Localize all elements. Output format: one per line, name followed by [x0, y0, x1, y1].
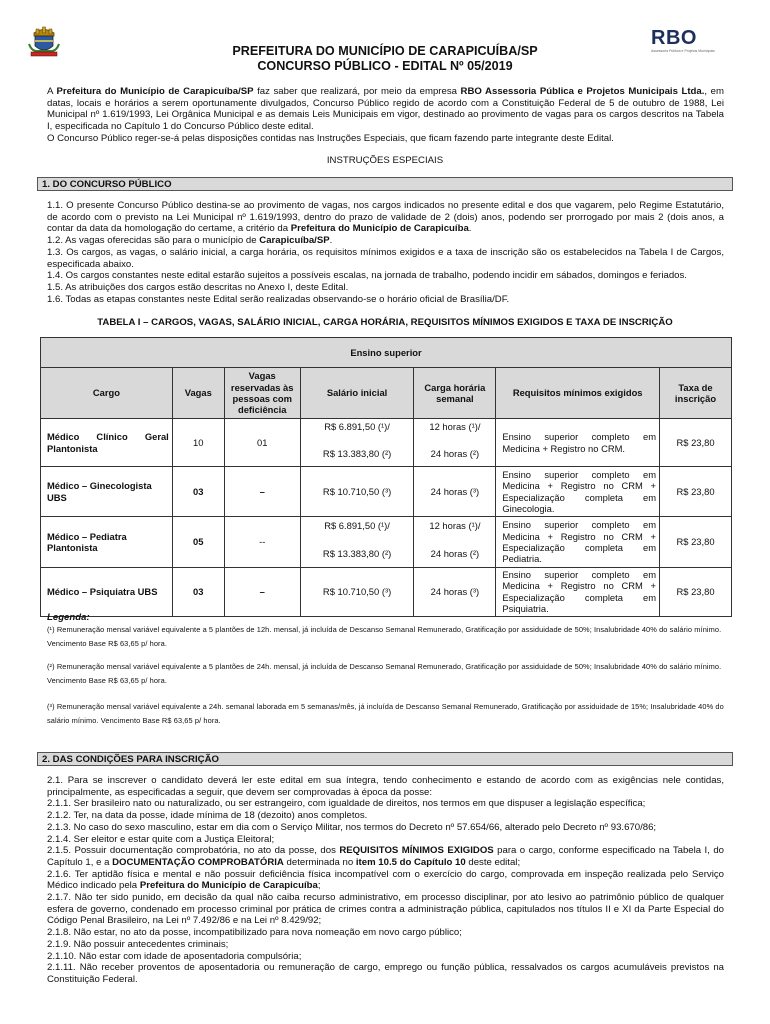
- table-row: [41, 517, 732, 568]
- cell-carga: [414, 517, 496, 568]
- col-header-cargo: Cargo: [41, 368, 173, 419]
- item-2-1-5: 2.1.5. Possuir documentação comprobatória, no ato da posse, dos: [47, 845, 340, 857]
- logo-subtitle: Assessoria Pública e Projetos Municipais: [651, 49, 715, 53]
- document-subtitle: CONCURSO PÚBLICO - EDITAL Nº 05/2019: [257, 59, 513, 73]
- item-2-1-5-bold: REQUISITOS MÍNIMOS EXIGIDOS: [339, 845, 494, 857]
- section-2-header: 2. DAS CONDIÇÕES PARA INSCRIÇÃO: [37, 752, 733, 766]
- instrucoes-heading: INSTRUÇÕES ESPECIAIS: [326, 155, 444, 166]
- item-2-1-5-text: para o cargo, conforme especificado na Tabela I, do Capítulo 1, e a: [47, 845, 724, 868]
- cell-reservadas: 01: [224, 419, 300, 467]
- item-2-1-3: 2.1.3. No caso do sexo masculino, estar em dia com o Serviço Militar, nos termos do Decreto nº 57.654/66, alterado pelo Decreto nº 93.670/86;: [47, 821, 657, 833]
- col-header-taxa: Taxa de inscrição: [660, 368, 732, 419]
- cell-taxa: R$ 23,80: [660, 517, 732, 568]
- cell-vagas: 03: [172, 467, 224, 517]
- document-title: PREFEITURA DO MUNICÍPIO DE CARAPICUÍBA/SP: [232, 44, 538, 58]
- cell-requisitos: Ensino superior completo em Medicina + Registro no CRM + Especialização completa em Ginecologia.: [496, 467, 660, 517]
- cell-vagas: 10: [172, 419, 224, 467]
- item-2-1-6: 2.1.6. Ter aptidão física e mental e não possuir deficiência física incompatível com o exercício do cargo, comprovada em inspeção realizada pelo Serviço Médico indicado pela: [47, 868, 724, 892]
- item-2-1-5-text-2: determinada no: [283, 856, 356, 868]
- legend-title: Legenda:: [47, 612, 90, 623]
- cell-taxa: R$ 23,80: [660, 467, 732, 517]
- section-2-body: [47, 775, 724, 986]
- cargos-table: [40, 337, 732, 617]
- item-2-1-8: 2.1.8. Não estar, no ato da posse, incompatibilizado para nova nomeação em novo cargo público;: [47, 927, 462, 939]
- intro-text-2: O Concurso Público reger-se-á pelas disposições contidas nas Instruções Especiais, que ficam fazendo parte integrante deste Edital.: [47, 132, 614, 144]
- cell-carga: [414, 419, 496, 467]
- item-2-1-11: 2.1.11. Não receber proventos de aposentadoria ou remuneração de cargo, emprego ou função pública, ressalvados os cargos acumuláveis previstos na Constituição Federal.: [47, 962, 724, 985]
- item-2-1-6-end: ;: [317, 880, 321, 892]
- item-2-1-5-bold-2: DOCUMENTAÇÃO COMPROBATÓRIA: [112, 856, 284, 868]
- item-1-5: 1.5. As atribuições dos cargos estão descritas no Anexo I, deste Edital.: [47, 281, 349, 293]
- item-2-1-9: 2.1.9. Não possuir antecedentes criminais;: [47, 938, 229, 950]
- item-1-1-end: .: [468, 223, 472, 235]
- intro-paragraph: [47, 86, 724, 145]
- item-1-2: 1.2. As vagas oferecidas são para o município de: [47, 235, 260, 247]
- intro-text: A: [47, 86, 57, 97]
- item-2-1-2: 2.1.2. Ter, na data da posse, idade mínima de 18 (dezoito) anos completos.: [47, 810, 368, 822]
- item-2-1-7: 2.1.7. Não ter sido punido, em decisão da qual não caiba recurso administrativo, em processo disciplinar, por ato lesivo ao patrimônio público de qualquer esfera de governo, condenado em processo criminal por prática de crimes contra a administração pública, capitulados nos títulos II e XI da Parte Especial do Código Penal Brasileiro, na Lei nº 7.492/86 e na Lei nº 8.429/92;: [47, 892, 724, 927]
- carga-value: 12 horas (¹)/: [429, 420, 481, 432]
- item-1-1-bold: Prefeitura do Município de Carapicuíba: [290, 223, 469, 235]
- col-header-salario: Salário inicial: [300, 368, 414, 419]
- legend-note-1: (¹) Remuneração mensal variável equivalente a 5 plantões de 12h. mensal, já incluída de Descanso Semanal Remunerado, Gratificação por assiduidade de 50%; Insalubridade 40% do salário mínimo. Vencimento Base R$ 63,65 p/ hora.: [47, 625, 722, 649]
- col-header-vagas: Vagas: [172, 368, 224, 419]
- col-header-reservadas: Vagas reservadas às pessoas com deficiência: [224, 368, 300, 419]
- item-2-1-1: 2.1.1. Ser brasileiro nato ou naturalizado, ou ser estrangeiro, com igualdade de direitos, nos termos em que dispuser a legislação específica;: [47, 798, 646, 810]
- salario-value: R$ 13.383,80 (²): [322, 547, 392, 559]
- carga-value: 24 horas (²): [430, 447, 480, 459]
- intro-municipality: Prefeitura do Município de Carapicuíba/SP: [56, 86, 254, 97]
- legend-note-3: (³) Remuneração mensal variável equivalente a 24h. semanal laborada em 5 semanas/mês, já incluída de Descanso Semanal Remunerado, Gratificação por assiduidade de 15%; Insalubridade 40% do salário mínimo. Vencimento Base R$ 63,65 p/ hora.: [47, 702, 724, 726]
- cell-taxa: R$ 23,80: [660, 568, 732, 617]
- item-2-1: 2.1. Para se inscrever o candidato deverá ler este edital em sua íntegra, tendo conhecimento e estando de acordo com as exigências nele contidas, principalmente, as especificadas a seguir, que devem ser comprovadas à época da posse:: [47, 775, 724, 798]
- cell-cargo: Médico – Ginecologista UBS: [41, 467, 173, 517]
- cell-salario: [300, 419, 414, 467]
- item-1-3: 1.3. Os cargos, as vagas, o salário inicial, a carga horária, os requisitos mínimos exigidos e a taxa de inscrição são os estabelecidos na Tabela I de Cargos, especificada abaixo.: [47, 246, 724, 270]
- logo-text: RBO: [651, 27, 697, 49]
- salario-value: R$ 6.891,50 (¹)/: [324, 420, 390, 432]
- cell-requisitos: Ensino superior completo em Medicina + Registro no CRM.: [496, 419, 660, 467]
- intro-text: , em datas, locais e horários a serem oportunamente divulgados, Concurso Público regido de acordo com a Constituição Federal de 5 de outubro de 1988, Lei Municipal nº 1.619/1993, Lei Orgânica Municipal e as demais Leis Municipais em vigor, destinado ao provimento de vagas para os cargos descritos na Tabela I, especificada no Capítulo 1 do Concurso Público deste edital.: [47, 86, 724, 133]
- cell-cargo: Médico – Pediatra Plantonista: [41, 517, 173, 568]
- cell-reservadas: –: [224, 467, 300, 517]
- cell-requisitos: Ensino superior completo em Medicina + Registro no CRM + Especialização completa em Pediatria.: [496, 517, 660, 568]
- item-1-1: 1.1. O presente Concurso Público destina-se ao provimento de vagas, nos cargos indicados no presente edital e dos que vagarem, pelo Regime Estatutário, de acordo com o previsto na Lei Municipal nº 1.619/1993, dentro do prazo de validade de 2 (dois) anos, podendo ser prorrogado por mais 2 (dois anos, a contar da data da homologação do certame, a critério da: [47, 200, 724, 235]
- carga-value: 12 horas (¹)/: [429, 519, 481, 531]
- section-1-body: [47, 200, 724, 305]
- section-1-header: 1. DO CONCURSO PÚBLICO: [37, 177, 733, 191]
- item-2-1-6-bold: Prefeitura do Município de Carapicuíba: [139, 880, 318, 892]
- cell-reservadas: –: [224, 568, 300, 617]
- cell-reservadas: --: [224, 517, 300, 568]
- carga-value: 24 horas (²): [430, 547, 480, 559]
- cell-requisitos: Ensino superior completo em Medicina + Registro no CRM + Especialização completa em Psiquiatria.: [496, 568, 660, 617]
- cell-carga: 24 horas (³): [414, 467, 496, 517]
- item-2-1-10: 2.1.10. Não estar com idade de aposentadoria compulsória;: [47, 950, 302, 962]
- table-group-header: Ensino superior: [41, 338, 732, 368]
- cell-salario: R$ 10.710,50 (³): [300, 568, 414, 617]
- table-row: [41, 568, 732, 617]
- cell-taxa: R$ 23,80: [660, 419, 732, 467]
- item-1-2-bold: Carapicuíba/SP: [259, 235, 330, 247]
- table-caption: TABELA I – CARGOS, VAGAS, SALÁRIO INICIAL, CARGA HORÁRIA, REQUISITOS MÍNIMOS EXIGIDOS E TAXA DE INSCRIÇÃO: [97, 317, 673, 328]
- table-row: [41, 419, 732, 467]
- item-1-2-end: .: [329, 235, 333, 247]
- col-header-carga: Carga horária semanal: [414, 368, 496, 419]
- intro-text: faz saber que realizará, por meio da empresa: [253, 86, 461, 97]
- salario-value: R$ 6.891,50 (¹)/: [324, 519, 390, 531]
- item-1-4: 1.4. Os cargos constantes neste edital estarão sujeitos a possíveis escalas, na jornada de trabalho, podendo incidir em sábados, domingos e feriados.: [47, 270, 687, 282]
- salario-value: R$ 13.383,80 (²): [322, 447, 392, 459]
- intro-company: RBO Assessoria Pública e Projetos Municipais Ltda.: [460, 86, 705, 97]
- legend-note-2: (²) Remuneração mensal variável equivalente a 5 plantões de 24h. mensal, já incluída de Descanso Semanal Remunerado, Gratificação por assiduidade de 50%; Insalubridade 40% do salário mínimo. Vencimento Base R$ 63,65 p/ hora.: [47, 662, 722, 686]
- item-2-1-5-end: deste edital;: [465, 856, 521, 868]
- item-2-1-4: 2.1.4. Ser eleitor e estar quite com a Justiça Eleitoral;: [47, 833, 275, 845]
- item-2-1-5-bold-3: item 10.5 do Capítulo 10: [355, 856, 466, 868]
- cell-cargo: Médico Clínico Geral Plantonista: [41, 419, 173, 467]
- cell-salario: R$ 10.710,50 (³): [300, 467, 414, 517]
- table-row: [41, 467, 732, 517]
- cell-vagas: 03: [172, 568, 224, 617]
- col-header-requisitos: Requisitos mínimos exigidos: [496, 368, 660, 419]
- cell-carga: 24 horas (³): [414, 568, 496, 617]
- cell-cargo: Médico – Psiquiatra UBS: [41, 568, 173, 617]
- cell-salario: [300, 517, 414, 568]
- cell-vagas: 05: [172, 517, 224, 568]
- item-1-6: 1.6. Todas as etapas constantes neste Edital serão realizadas observando-se o horário oficial de Brasília/DF.: [47, 293, 510, 305]
